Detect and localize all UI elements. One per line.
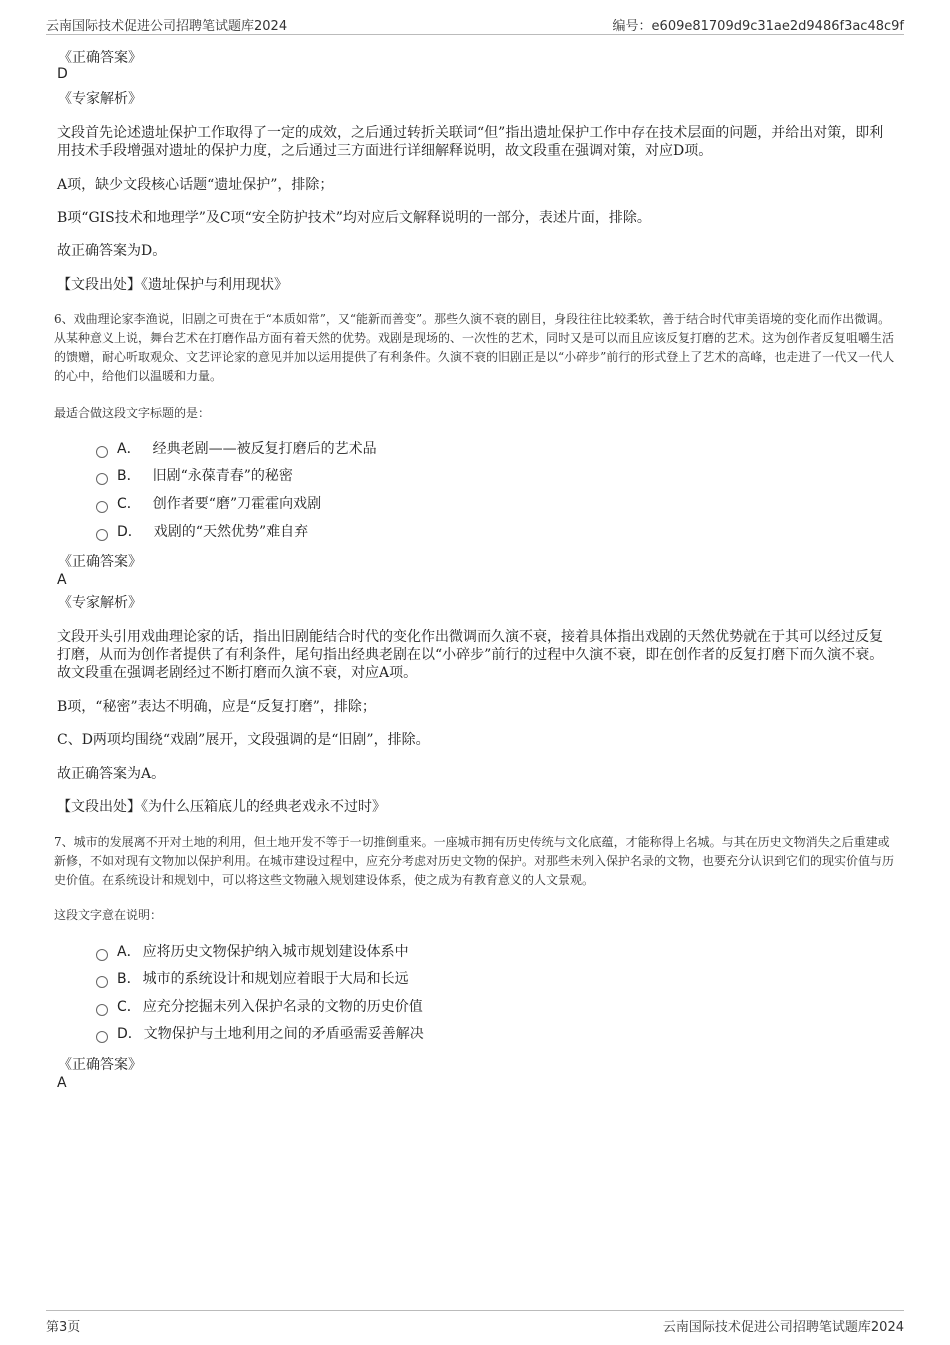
q7-option-c[interactable] <box>96 998 423 1016</box>
q7-answer: A <box>57 1075 67 1091</box>
q6-option-d[interactable] <box>96 523 308 541</box>
option-letter: A． <box>117 441 141 457</box>
q6-option-c[interactable] <box>96 495 321 513</box>
q6-answer-label: 《正确答案》 <box>58 554 142 570</box>
radio-icon[interactable] <box>96 473 108 485</box>
header-title: 云南国际技术促进公司招聘笔试题库2024 <box>46 19 288 34</box>
q5-analysis-label: 《专家解析》 <box>58 91 142 107</box>
option-text: 经典老剧——被反复打磨后的艺术品 <box>152 441 377 457</box>
q6-answer: A <box>57 572 67 588</box>
radio-icon[interactable] <box>96 501 108 513</box>
q6-source: 【文段出处】《为什么压箱底儿的经典老戏永不过时》 <box>57 799 386 815</box>
q7-option-a[interactable] <box>96 943 409 961</box>
page-header <box>46 12 904 35</box>
q7-stem: 7、城市的发展离不开对土地的利用，但土地开发不等于一切推倒重来。一座城市拥有历史传统与文化底蕴，才能称得上名城。与其在历史文物消失之后重建或新修，不如对现有文物加以保护利用。在城市建设过程中，应充分考虑对历史文物的保护。对那些未列入保护名录的文物，也要充分认识到它们的现实价值与历史价值。在系统设计和规划中，可以将这些文物融入规划建设体系，使之成为有教育意义的人文景观。 <box>54 835 895 887</box>
q5-analysis-paragraph: A项，缺少文段核心话题“遗址保护”，排除； <box>57 177 334 193</box>
q5-answer-label: 《正确答案》 <box>58 50 142 66</box>
q7-answer-label: 《正确答案》 <box>58 1057 142 1073</box>
page-footer <box>46 1310 904 1335</box>
option-letter: D． <box>117 524 142 540</box>
q5-source: 【文段出处】《遗址保护与利用现状》 <box>57 277 288 293</box>
option-text: 戏剧的“天然优势”难自弃 <box>153 524 309 540</box>
option-letter: A． <box>117 944 141 960</box>
radio-icon[interactable] <box>96 529 108 541</box>
q6-analysis-paragraph: 故正确答案为A。 <box>57 766 166 782</box>
q5-analysis-paragraph: 文段首先论述遗址保护工作取得了一定的成效，之后通过转折关联词“但”指出遗址保护工作中存在技术层面的问题，并给出对策，即利用技术手段增强对遗址的保护力度，之后通过三方面进行详细解释说明，故文段重在强调对策，对应D项。 <box>57 125 884 159</box>
option-letter: D． <box>117 1026 142 1042</box>
q5-analysis-paragraph: B项“GIS技术和地理学”及C项“安全防护技术”均对应后文解释说明的一部分，表述片面，排除。 <box>57 210 651 226</box>
footer-title: 云南国际技术促进公司招聘笔试题库2024 <box>662 1320 904 1335</box>
radio-icon[interactable] <box>96 949 108 961</box>
option-text: 文物保护与土地利用之间的矛盾亟需妥善解决 <box>143 1026 424 1042</box>
q6-stem: 6、戏曲理论家李渔说，旧剧之可贵在于“本质如常”，又“能新而善变”。那些久演不衰的剧目，身段往往比较柔软，善于结合时代审美语境的变化而作出微调。从某种意义上说，舞台艺术在打磨作品方面有着天然的优势。戏剧是现场的、一次性的艺术，同时又是可以而且应该反复打磨的艺术。这为创作者反复咀嚼生活的馈赠，耐心听取观众、文艺评论家的意见并加以运用提供了有利条件。久演不衰的旧剧正是以“小碎步”前行的形式登上了艺术的高峰，也走进了一代又一代人的心中，给他们以温暖和力量。 <box>54 312 895 383</box>
q6-analysis-paragraph: 文段开头引用戏曲理论家的话，指出旧剧能结合时代的变化作出微调而久演不衰，接着具体指出戏剧的天然优势就在于其可以经过反复打磨，从而为创作者提供了有利条件，尾句指出经典老剧在以“小碎步”前行的过程中久演不衰，即在创作者的反复打磨下而久演不衰。故文段重在强调老剧经过不断打磨而久演不衰，对应A项。 <box>57 629 884 681</box>
option-text: 城市的系统设计和规划应着眼于大局和长远 <box>142 971 409 987</box>
q7-option-b[interactable] <box>96 970 409 988</box>
radio-icon[interactable] <box>96 1031 108 1043</box>
radio-icon[interactable] <box>96 446 108 458</box>
q7-option-d[interactable] <box>96 1025 424 1043</box>
q5-answer: D <box>57 66 68 82</box>
radio-icon[interactable] <box>96 1004 108 1016</box>
option-text: 应充分挖掘未列入保护名录的文物的历史价值 <box>142 999 423 1015</box>
header-doc-id: 编号：e609e81709d9c31ae2d9486f3ac48c9f <box>612 19 904 34</box>
q6-prompt: 最适合做这段文字标题的是： <box>54 406 211 420</box>
q7-prompt: 这段文字意在说明： <box>54 908 163 922</box>
q6-analysis-paragraph: B项，“秘密”表达不明确，应是“反复打磨”，排除； <box>57 699 376 715</box>
q6-option-a[interactable] <box>96 440 377 458</box>
page-number: 第3页 <box>46 1320 81 1335</box>
option-text: 创作者要“磨”刀霍霍向戏剧 <box>152 496 322 512</box>
option-text: 旧剧“永葆青春”的秘密 <box>152 468 293 484</box>
option-text: 应将历史文物保护纳入城市规划建设体系中 <box>142 944 409 960</box>
q6-analysis-label: 《专家解析》 <box>58 595 142 611</box>
option-letter: B． <box>117 468 141 484</box>
q6-option-b[interactable] <box>96 467 293 485</box>
q6-analysis-paragraph: C、D两项均围绕“戏剧”展开，文段强调的是“旧剧”，排除。 <box>57 732 430 748</box>
radio-icon[interactable] <box>96 976 108 988</box>
option-letter: C． <box>117 496 141 512</box>
q5-analysis-paragraph: 故正确答案为D。 <box>57 243 167 259</box>
option-letter: C． <box>117 999 141 1015</box>
option-letter: B． <box>117 971 141 987</box>
